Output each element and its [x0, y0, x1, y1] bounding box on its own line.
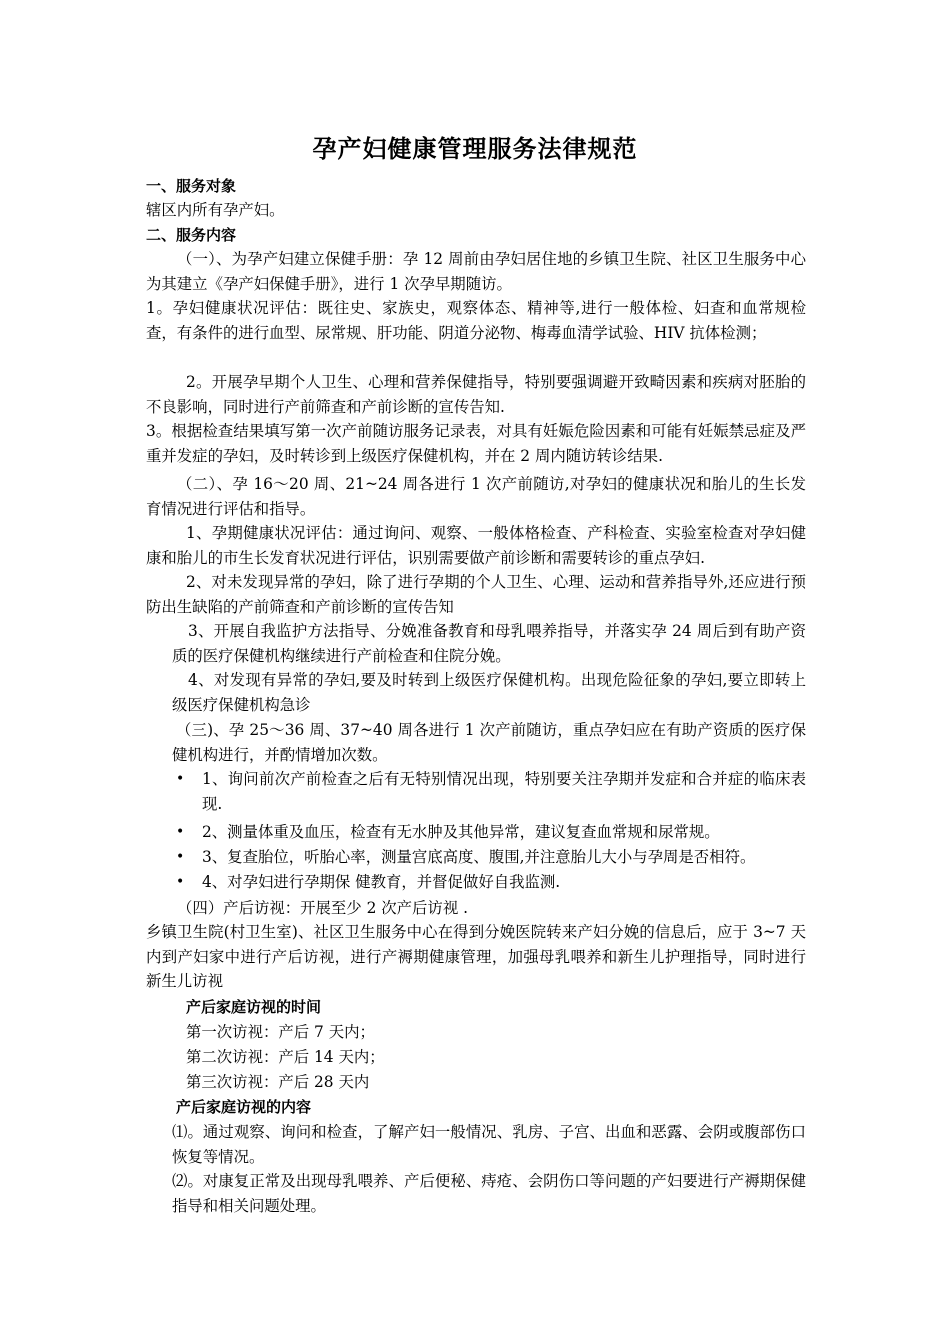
part2-intro: （二）、孕 16～20 周、21~24 周各进行 1 次产前随访,对孕妇的健康状况和胎儿的生长发育情况进行评估和指导。: [146, 475, 806, 518]
part1-intro: （一）、为孕产妇建立保健手册：孕 12 周前由孕妇居住地的乡镇卫生院、社区卫生服务中心为其建立《孕产妇保健手册》，进行 1 次孕早期随访。: [146, 250, 806, 293]
part2-item1: 1、孕期健康状况评估：通过询问、观察、一般体格检查、产科检查、实验室检查对孕妇健康和胎儿的市生长发育状况进行评估，识别需要做产前诊断和需要转诊的重点孕妇.: [146, 524, 806, 567]
list-item: [146, 820, 806, 845]
page-title: 孕产妇健康管理服务法律规范: [312, 135, 638, 163]
bullet-icon: •: [176, 849, 185, 865]
visit-time-heading: 产后家庭访视的时间: [186, 998, 322, 1016]
section1-heading: 一、服务对象: [146, 177, 237, 195]
section2-heading: 二、服务内容: [146, 226, 237, 244]
part1-item2: 2。开展孕早期个人卫生、心理和营养保健指导，特别要强调避开致畸因素和疾病对胚胎的不良影响，同时进行产前筛查和产前诊断的宣传告知.: [146, 373, 806, 416]
part2-item2: 2、对未发现异常的孕妇，除了进行孕期的个人卫生、心理、运动和营养指导外,还应进行预防出生缺陷的产前筛查和产前诊断的宣传告知: [146, 573, 806, 616]
visit-item: 第一次访视：产后 7 天内；: [186, 1023, 375, 1041]
bullet-text: 2、测量体重及血压，检查有无水肿及其他异常，建议复查血常规和尿常规。: [202, 823, 720, 841]
visit-item: 第三次访视：产后 28 天内: [186, 1073, 370, 1091]
part2-item4: 4、对发现有异常的孕妇,要及时转到上级医疗保健机构。出现危险征象的孕妇,要立即转上级医疗保健机构急诊: [172, 671, 806, 714]
bullet-text: 4、对孕妇进行孕期保 健教育，并督促做好自我监测.: [202, 873, 561, 891]
part2-item3: 3、开展自我监护方法指导、分娩准备教育和母乳喂养指导，并落实孕 24 周后到有助产资质的医疗保健机构继续进行产前检查和住院分娩。: [172, 622, 806, 665]
part4-text: 乡镇卫生院(村卫生室)、社区卫生服务中心在得到分娩医院转来产妇分娩的信息后，应于 3~7 天内到产妇家中进行产后访视，进行产褥期健康管理，加强母乳喂养和新生儿护理指导，同时进行新生儿访视: [146, 923, 806, 990]
list-item: [146, 767, 806, 816]
part3-intro: （三)、孕 25～36 周、37~40 周各进行 1 次产前随访，重点孕妇应在有助产资质的医疗保健机构进行，并酌情增加次数。: [172, 721, 806, 764]
bullet-icon: •: [176, 874, 185, 890]
list-item: [146, 845, 806, 870]
visit-item: 第二次访视：产后 14 天内；: [186, 1048, 385, 1066]
visit-content-heading: 产后家庭访视的内容: [176, 1098, 312, 1116]
visit-content-item: ⑴。通过观察、询问和检查，了解产妇一般情况、乳房、子宫、出血和恶露、会阴或腹部伤口恢复等情况。: [172, 1123, 806, 1166]
bullet-text: 3、复查胎位，听胎心率，测量宫底高度、腹围,并注意胎儿大小与孕周是否相符。: [202, 848, 756, 866]
part4-intro: （四）产后访视：开展至少 2 次产后访视 .: [177, 899, 469, 917]
list-item: [146, 870, 806, 895]
section1-text: 辖区内所有孕产妇。: [146, 201, 285, 219]
visit-content-item: ⑵。对康复正常及出现母乳喂养、产后便秘、痔疮、会阴伤口等问题的产妇要进行产褥期保健指导和相关问题处理。: [172, 1172, 806, 1215]
part1-item3: 3。根据检查结果填写第一次产前随访服务记录表，对具有妊娠危险因素和可能有妊娠禁忌症及严重并发症的孕妇，及时转诊到上级医疗保健机构，并在 2 周内随访转诊结果.: [146, 422, 806, 465]
part1-item1: 1。孕妇健康状况评估：既往史、家族史，观察体态、精神等,进行一般体检、妇查和血常规检查，有条件的进行血型、尿常规、肝功能、阴道分泌物、梅毒血清学试验、HIV 抗体检测；: [146, 299, 806, 342]
bullet-icon: •: [176, 771, 185, 787]
bullet-icon: •: [176, 824, 185, 840]
bullet-text: 1、询问前次产前检查之后有无特别情况出现，特别要关注孕期并发症和合并症的临床表现.: [202, 770, 806, 813]
